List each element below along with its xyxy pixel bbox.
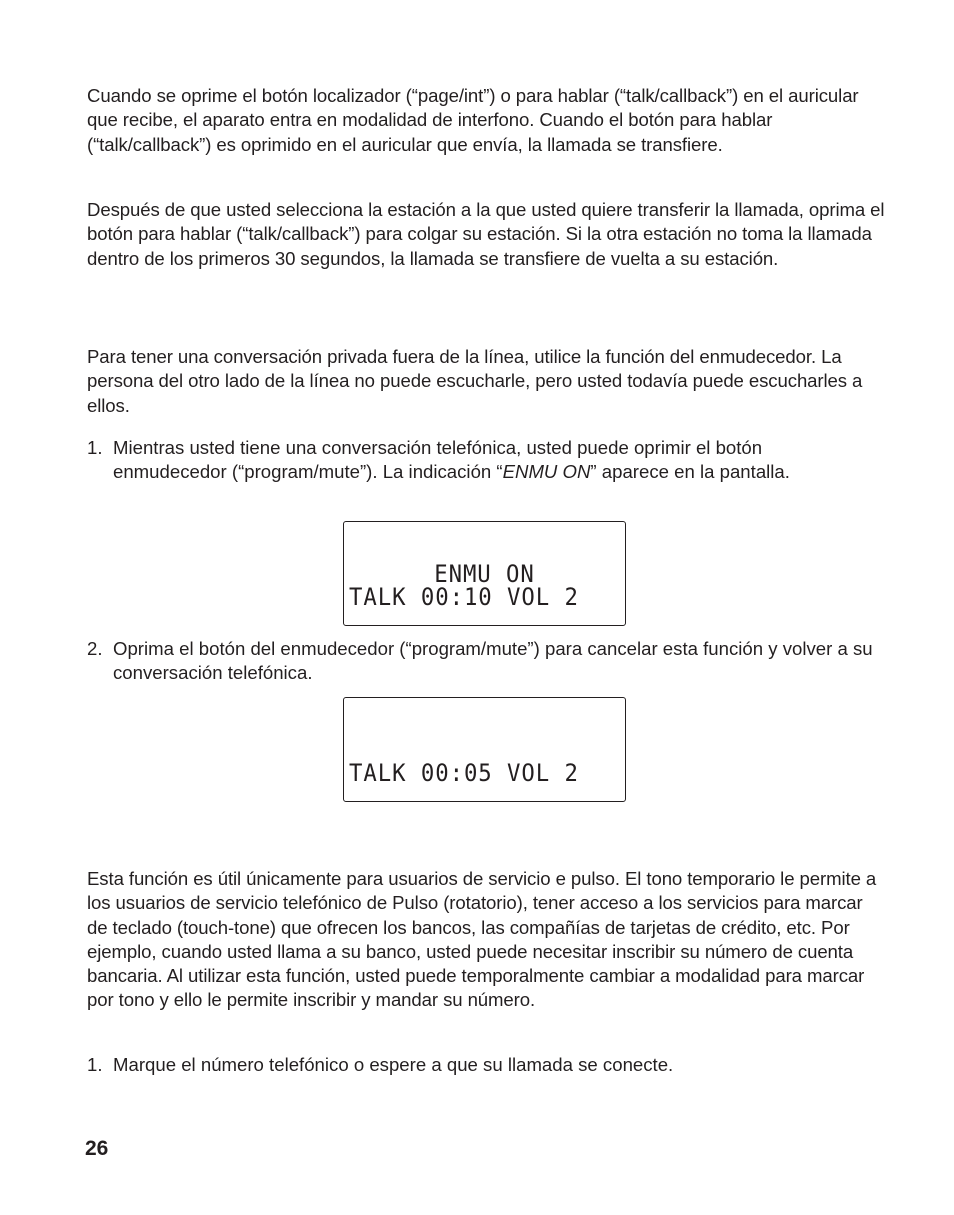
step-number: 1.	[87, 437, 103, 458]
step-text-display-indicator: ENMU ON	[502, 461, 591, 483]
step-text: Oprima el botón del enmudecedor (“program/mute”) para cancelar esta función y volver a su conversación telefónica.	[113, 638, 873, 684]
lcd-line-talk: TALK 00:05 VOL 2	[349, 759, 579, 787]
tone-step-1	[87, 1053, 877, 1077]
step-number: 1.	[87, 1054, 103, 1075]
lcd-line-status: ENMU ON	[434, 560, 535, 588]
paragraph-tone-intro: Esta función es útil únicamente para usuarios de servicio e pulso. El tono temporario le permite a los usuarios de servicio telefónico de Pulso (rotatorio), tener acceso a los servicios para marcar de teclado (touch-tone) que ofrecen los bancos, las compañías de tarjetas de crédito, etc. Por ejemplo, cuando usted llama a su banco, usted puede necesitar inscribir su número de cuenta bancaria. Al utilizar esta función, usted puede temporalmente cambiar a modalidad para marcar por tono y ello le permite inscribir y mandar su número.	[87, 868, 877, 1011]
paragraph-intercom-transfer: Cuando se oprime el botón localizador (“page/int”) o para hablar (“talk/callback”) en el auricular que recibe, el aparato entra en modalidad de interfono. Cuando el botón para hablar (“talk/callback”) es oprimido en el auricular que envía, la llamada se transfiere.	[87, 85, 859, 155]
step-number: 2.	[87, 638, 103, 659]
lcd-display-talk	[343, 697, 626, 802]
paragraph-mute-intro: Para tener una conversación privada fuera de la línea, utilice la función del enmudecedor. La persona del otro lado de la línea no puede escucharle, pero usted todavía puede escucharles a ellos.	[87, 346, 863, 416]
lcd-line-talk: TALK 00:10 VOL 2	[349, 583, 579, 611]
mute-step-1	[87, 436, 877, 485]
lcd-display-mute-on	[343, 521, 626, 626]
paragraph-transfer-timeout: Después de que usted selecciona la estación a la que usted quiere transferir la llamada, oprima el botón para hablar (“talk/callback”) para colgar su estación. Si la otra estación no toma la llamada dentro de los primeros 30 segundos, la llamada se transfiere de vuelta a su estación.	[87, 199, 885, 269]
page-number: 26	[85, 1137, 109, 1160]
step-text: Mientras usted tiene una conversación telefónica, usted puede oprimir el botón enmudecedor (“program/mute”). La indicación “	[113, 437, 763, 483]
step-text: Marque el número telefónico o espere a que su llamada se conecte.	[113, 1054, 674, 1075]
mute-step-2	[87, 637, 877, 686]
step-text-end: ” aparece en la pantalla.	[590, 461, 790, 483]
